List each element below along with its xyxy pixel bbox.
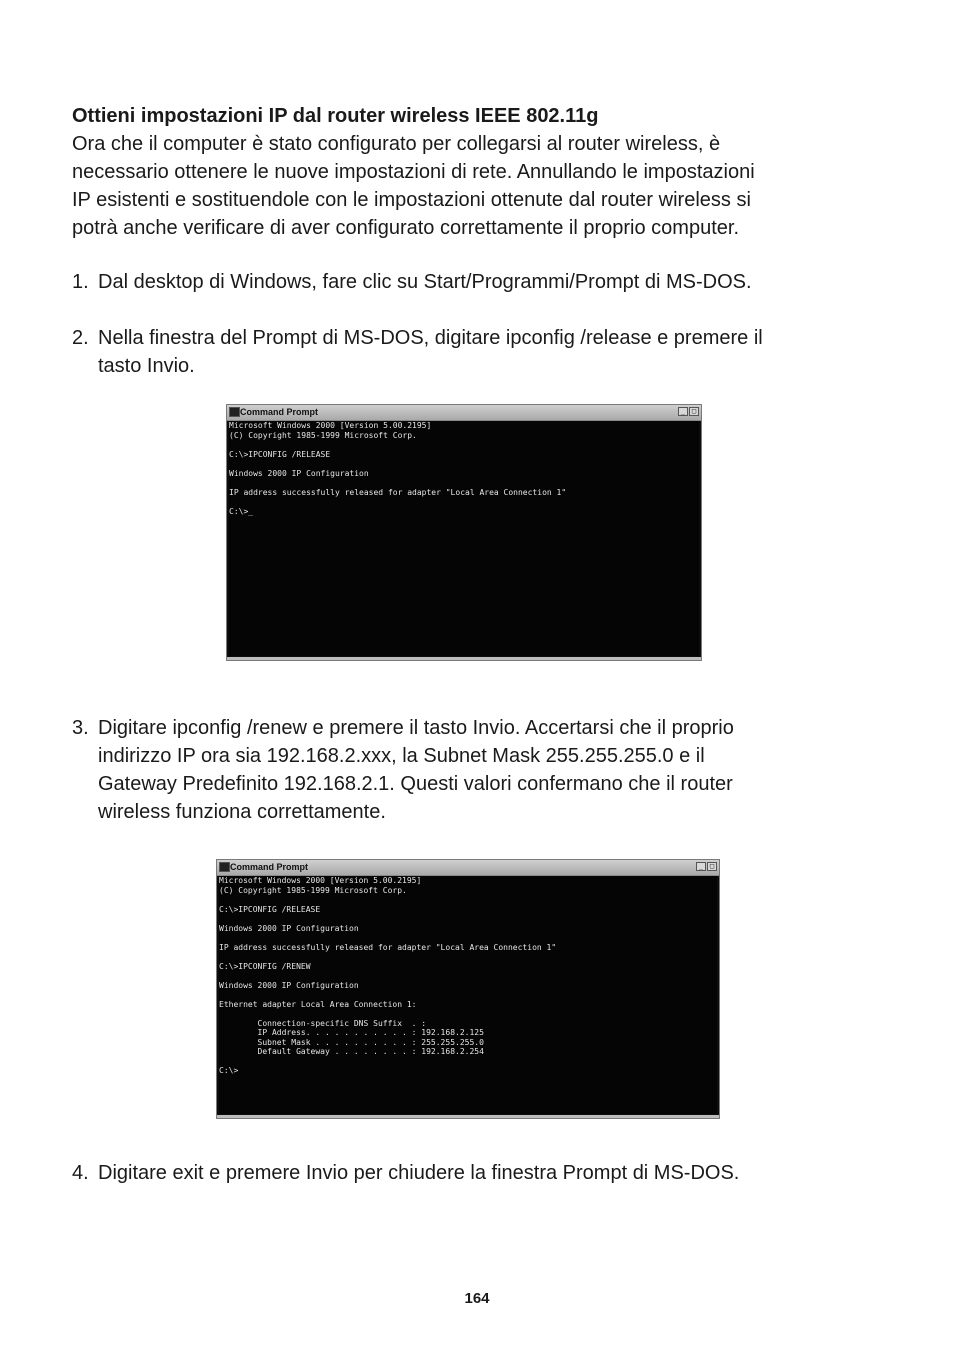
step-line: Gateway Predefinito 192.168.2.1. Questi valori confermano che il router xyxy=(98,773,733,795)
step-text xyxy=(98,324,763,380)
console-line xyxy=(219,971,717,981)
console-line: Default Gateway . . . . . . . . : 192.168.2.254 xyxy=(219,1047,484,1056)
maximize-icon: □ xyxy=(689,407,699,416)
step-line: Digitare ipconfig /renew e premere il tasto Invio. Accertarsi che il proprio xyxy=(98,717,734,739)
console-line: Microsoft Windows 2000 [Version 5.00.2195] xyxy=(229,421,432,430)
window-titlebar xyxy=(227,405,701,421)
console-line: Windows 2000 IP Configuration xyxy=(219,980,359,990)
step-line: Digitare exit e premere Invio per chiudere la finestra Prompt di MS-DOS. xyxy=(98,1162,740,1184)
command-prompt-window-release xyxy=(226,404,702,661)
console-line: Microsoft Windows 2000 [Version 5.00.2195] xyxy=(219,876,422,885)
console-line: Subnet Mask . . . . . . . . . . : 255.255.255.0 xyxy=(219,1037,484,1047)
step-text xyxy=(98,1159,739,1187)
window-bottom-border xyxy=(227,657,701,660)
step-number: 1. xyxy=(72,271,89,293)
intro-line: potrà anche verificare di aver configurato correttamente il proprio computer. xyxy=(72,217,740,239)
intro-line: Ora che il computer è stato configurato per collegarsi al router wireless, è xyxy=(72,133,721,155)
console-line: Ethernet adapter Local Area Connection 1: xyxy=(219,999,417,1009)
minimize-icon: _ xyxy=(696,862,706,871)
console-line: IP Address. . . . . . . . . . . : 192.168.2.125 xyxy=(219,1028,484,1037)
console-line xyxy=(229,497,699,507)
window-bottom-border xyxy=(217,1115,719,1118)
console-output xyxy=(229,421,699,656)
console-output xyxy=(219,876,717,1114)
step-text xyxy=(98,714,734,826)
console-line xyxy=(219,914,717,924)
window-title: Command Prompt xyxy=(240,407,319,417)
console-line: C:\>IPCONFIG /RELEASE xyxy=(229,449,331,459)
console-line xyxy=(219,952,717,962)
window-controls xyxy=(696,862,717,871)
intro-line: IP esistenti e sostituendole con le impostazioni ottenute dal router wireless si xyxy=(72,189,751,211)
step-line: Nella finestra del Prompt di MS-DOS, digitare ipconfig /release e premere il xyxy=(98,327,763,349)
console-icon xyxy=(229,407,240,417)
step-line: indirizzo IP ora sia 192.168.2.xxx, la Subnet Mask 255.255.255.0 e il xyxy=(98,745,705,767)
step-number: 3. xyxy=(72,717,89,739)
console-line: C:\>IPCONFIG /RENEW xyxy=(219,961,311,971)
step-number: 4. xyxy=(72,1162,89,1184)
console-line: Connection-specific DNS Suffix . : xyxy=(219,1018,427,1028)
maximize-icon: □ xyxy=(707,862,717,871)
console-line xyxy=(229,459,699,469)
intro-paragraph xyxy=(72,130,872,242)
window-title: Command Prompt xyxy=(230,862,309,872)
console-line xyxy=(219,1009,717,1019)
console-icon xyxy=(219,862,230,872)
console-line: C:\>_ xyxy=(229,506,254,516)
console-line xyxy=(219,933,717,943)
console-line: Windows 2000 IP Configuration xyxy=(219,923,359,933)
console-line xyxy=(219,1057,717,1067)
step-line: tasto Invio. xyxy=(98,355,195,377)
page-number: 164 xyxy=(464,1290,490,1307)
console-line: IP address successfully released for adapter "Local Area Connection 1" xyxy=(219,942,557,952)
section-heading: Ottieni impostazioni IP dal router wireless IEEE 802.11g xyxy=(72,105,599,127)
step-number: 2. xyxy=(72,327,89,349)
step-line: wireless funziona correttamente. xyxy=(98,801,386,823)
step-text xyxy=(98,268,752,296)
minimize-icon: _ xyxy=(678,407,688,416)
step-line: Dal desktop di Windows, fare clic su Start/Programmi/Prompt di MS-DOS. xyxy=(98,271,752,293)
console-line: C:\> xyxy=(219,1066,239,1075)
intro-line: necessario ottenere le nuove impostazioni di rete. Annullando le impostazioni xyxy=(72,161,755,183)
console-line: (C) Copyright 1985-1999 Microsoft Corp. xyxy=(219,885,407,895)
console-line xyxy=(219,990,717,1000)
window-titlebar xyxy=(217,860,719,876)
console-line: Windows 2000 IP Configuration xyxy=(229,468,369,478)
console-line: (C) Copyright 1985-1999 Microsoft Corp. xyxy=(229,430,417,440)
console-line xyxy=(229,478,699,488)
console-line: IP address successfully released for adapter "Local Area Connection 1" xyxy=(229,487,567,497)
console-line xyxy=(219,895,717,905)
console-line: C:\>IPCONFIG /RELEASE xyxy=(219,904,321,914)
console-line xyxy=(229,440,699,450)
window-controls xyxy=(678,407,699,416)
command-prompt-window-renew xyxy=(216,859,720,1119)
